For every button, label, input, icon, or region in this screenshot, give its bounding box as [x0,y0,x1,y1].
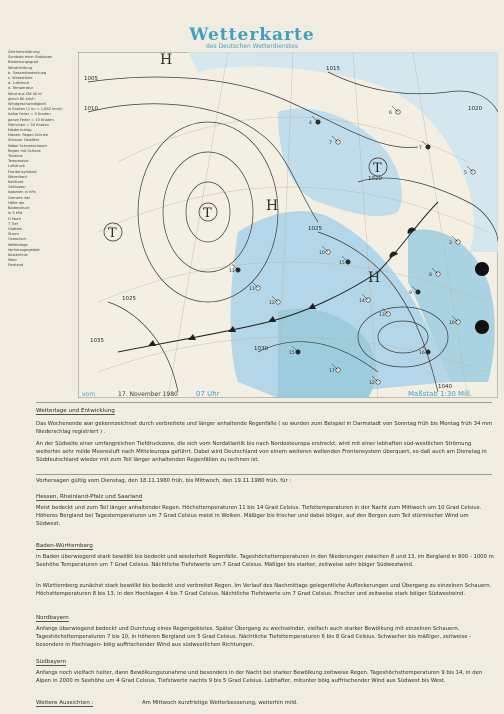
station-temperature: 13 [379,313,385,318]
section-heading-hessen: Hessen, Rheinland-Pfalz und Saarland [36,494,143,500]
legend-line: e. Temperatur [8,86,34,91]
legend-line: T Tief [8,221,18,226]
legend-line: Vorhersagegebiet [8,247,40,252]
station-temperature: 12 [369,381,375,386]
station-temperature: 13 [229,269,235,274]
paragraph-wetterlage-2: An der Südseite einer umfangreichen Tiefdruckzone, die sich vom Nordatlantik bis nach Nordosteuropa erstreckt, wird mit einer lebhaften süd-westlichen Strömung weiterhin sehr milde Meeresluft nach Mitteleuropa geführt. Dabei wird Deutschland von einem weiteren wellenden Frontensystem überquert, so daß auch am Dienstag in Süddeutschland wieder mit zum Teil länger anhaltenden Regenfällen zu rechnen ist. [36,441,487,464]
legend-line: Temperatur [8,159,29,164]
map-legend [8,50,74,385]
station-temperature: 4 [309,121,312,126]
legend-line: Niederschlag [8,128,32,133]
legend-line: Meer [8,258,18,263]
page-title: Wetterkarte [189,25,315,45]
legend-line: Windgeschwindigkeit [8,102,46,107]
legend-line: Höhe der [8,200,25,205]
legend-line: ganze Feder = 10 Knoten [8,117,54,122]
isobar-label: 1020 [468,106,482,112]
station-temperature: 15 [339,261,345,266]
isobar-label: 1025 [122,296,136,302]
station-temperature: 17 [329,369,335,374]
outlook-text: Am Mittwoch kurzfristige Wetterbesserung, weiterhin mild. [142,700,298,706]
outlook-label: Weitere Aussichten : [36,700,94,706]
map-scale: Maßstab 1:30 Mill. [408,390,473,398]
isobar-label: 1040 [438,384,452,390]
station-temperature: 11 [249,287,255,292]
station-temperature: 10 [449,321,455,326]
station-temperature: 7 [329,141,332,146]
map-date: 17. November 1980 [118,391,178,398]
isobar-label: 1010 [84,106,98,112]
legend-line: Symbole einer Stationen [8,55,53,60]
station-temperature: 14 [359,299,365,304]
section-heading-wetterlage: Wetterlage und Entwicklung [36,408,115,414]
low-pressure-label: T [203,206,212,221]
section-heading-baden: Baden-Württemberg [36,543,93,549]
isobar-label: 1035 [90,338,104,344]
legend-line: Okklusion [8,185,26,190]
legend-line: Frontensymbole [8,169,37,174]
station-temperature: 15 [289,351,295,356]
punch-hole [475,320,489,334]
station-temperature: 6 [389,111,392,116]
legend-line: Festland [8,263,24,268]
paragraph-nordbayern: Anfangs überwiegend bedeckt und Durchzug eines Regengebietes. Später Übergang zu wechselnder, vielfach auch starker Bewölkung mit einzelnen Schauern. Tageshöchsttemperaturen 7 bis 10, in höheren Bergland um 5 Grad Celsius. Nächtliche Tiefsttemperaturen 6 bis 8 Grad Celsius. Schwacher bis mäßiger, zeitweise -besonders in Hochlagen- böig auffrischender Wind aus südwestlichen Richtungen. [36,626,472,649]
station-temperature: 8 [429,273,432,278]
divider [36,402,492,403]
station-temperature: 7 [419,146,422,151]
paragraph-baden-1: In Baden überwiegend stark bewölkt bis bedeckt und wiederholt Regenfälle. Tageshöchsttemperaturen in den Niederungen zwischen 8 und 13, im Bergland in 800 - 1000 m Seehöhe Temperaturen um 7 Grad Celsius. Nächtliche Tiefstwerte um 7 Grad Celsius. Mäßiger bis starker, zeitweise sehr böiger Südwestwind. [36,554,494,569]
high-pressure-label: H [160,52,173,68]
paragraph-suedbayern: Anfangs noch vielfach heiter, dann Bewölkungszunahme und besonders in der Nacht bei starker Bewölkung zeitweise Regen. Tageshöchsttemperaturen 9 bis 14, in den Alpen in 2000 m Seehöhe um 4 Grad Celsius. Tiefstwerte nachts 9 bis 5 Grad Celsius. Lebhafter, mitunter böig auffrischender Wind aus Südwest bis West. [36,670,483,685]
legend-line: in 5 hPa [8,211,23,216]
legend-line: Zeichenerklärung [8,50,40,54]
punch-hole [475,262,489,276]
legend-line: d. Luftdruck [8,81,30,86]
legend-line: Wetterlage [8,242,28,247]
legend-line: Fähnchen = 50 Knoten [8,122,49,127]
weather-map [78,52,498,398]
legend-line: Nieselr. Regen Schnee [8,133,49,138]
legend-line: Regen mit Schnee [8,148,41,153]
legend-line: Isobaren in hPa [8,190,36,195]
station-temperature: 5 [464,171,467,176]
section-heading-nordbayern: Nordbayern [36,615,69,621]
legend-line: Grenzen der [8,195,31,200]
legend-line: Sturm [8,232,19,237]
legend-line: Glatteis [8,226,22,231]
legend-line: Wind aus SW 40 kt [8,91,42,96]
legend-line: Warmfront [8,174,27,179]
isobar-label: 1020 [368,176,382,182]
station-temperature: 3 [449,241,452,246]
station-temperature: 16 [419,351,425,356]
section-heading-suedbayern: Südbayern [36,659,67,665]
high-pressure-label: H [368,270,381,286]
paragraph-baden-2: In Württemberg zunächst stark bewölkt bis bedeckt und verbreitet Regen. Im Verlauf des Nachmittags gelegentliche Auflockerungen und Übergang zu einzelnen Schauern. Höchsttemperaturen 8 bis 13, in den Hochlagen 4 bis 7 Grad Celsius. Nächtliche Tiefstwerte um 7 Grad Celsius. Frischer und zeitweise stark böiger Südwestwind. [36,583,492,598]
legend-line: c. Windstärke [8,76,33,81]
legend-line: Ozeanisch [8,237,27,242]
legend-line: in Knoten (1 kn = 1,852 km/h) [8,107,63,112]
legend-line: Nebel Schneeschauer [8,143,48,148]
isobar-label: 1030 [254,346,268,352]
legend-line: Bodendruck [8,206,30,211]
low-pressure-label: T [373,161,382,176]
legend-line: Tendenz [8,154,23,159]
footer-vom: vom [82,391,96,398]
legend-line: Küstenlinie [8,252,28,257]
forecast-validity: Vorhersagen gültig vom Dienstag, den 18.11.1980 früh, bis Mittwoch, den 19.11.1980 früh, für : [36,478,292,484]
paragraph-wetterlage-1: Das Wochenende war gekennzeichnet durch verbreitete und länger anhaltende Regenfälle ( so wurden zum Beispiel in Darmstadt von Sonntag früh bis Montag früh 34 mm Niederschlag registriert ) . [36,421,493,436]
high-pressure-label: H [266,198,279,214]
page-subtitle: des Deutschen Wetterdienstes [206,43,298,50]
legend-line: Luftdruck [8,164,25,169]
legend-line: b. Gesamtbedeckung [8,70,47,75]
legend-line: Bedeckungsgrad [8,60,39,65]
legend-line: gleich 80 km/h [8,96,35,101]
legend-line: Schauer Gewitter [8,138,40,143]
paragraph-hessen: Meist bedeckt und zum Teil länger anhaltender Regen. Höchsttemperaturen 11 bis 14 Grad Celsius. Tiefsttemperaturen in der Nacht zum Mittwoch um 10 Grad Celsius. Höheres Bergland bei Tagestemperaturen um 7 Grad Celsius meist in Wolken. Mäßiger bis frischer und dabei böiger, auf den Bergen zum Teil stürmischer Wind um Südwest. [36,505,482,528]
isobar-label: 1015 [326,66,340,72]
station-temperature: 9 [409,291,412,296]
divider [36,474,492,475]
legend-line: Kaltfront [8,180,24,185]
legend-line: halbe Feder = 5 Knoten [8,112,51,117]
low-pressure-label: T [108,226,117,241]
map-time: 07 Uhr [196,390,220,398]
isobar-label: 1025 [308,226,322,232]
legend-line: H Hoch [8,216,21,221]
isobar-label: 1005 [84,76,98,82]
legend-line: Windrichtung [8,65,33,70]
station-temperature: 12 [269,301,275,306]
station-temperature: 10 [319,251,325,256]
